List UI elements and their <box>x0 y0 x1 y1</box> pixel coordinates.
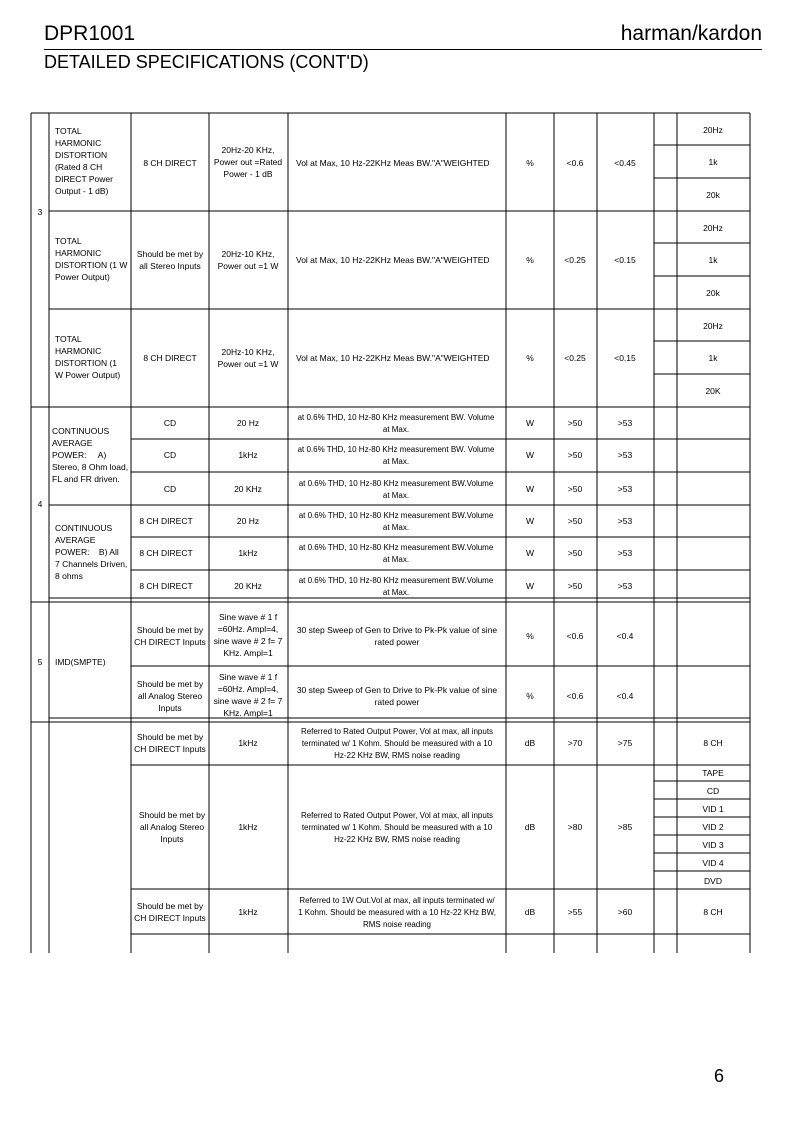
param-line: DISTORTION (1 W <box>55 260 128 270</box>
source-cell: CD <box>706 786 720 796</box>
input-cell: CD <box>163 484 177 494</box>
typ-cell: >85 <box>617 822 633 832</box>
typ-cell: <0.15 <box>614 353 636 363</box>
condition-line: sine wave # 2 f= 7 <box>213 636 283 646</box>
method-line: at 0.6% THD, 10 Hz-80 KHz measurement BW. Volume <box>297 413 495 422</box>
freq-cell: 20Hz <box>703 321 723 331</box>
unit-cell: W <box>525 581 535 591</box>
param-line: W Power Output) <box>55 370 121 380</box>
condition-cell: 20 KHz <box>234 484 262 494</box>
source-cell: VID 3 <box>702 840 724 850</box>
section-number: 3 <box>37 207 43 217</box>
condition-line: 20Hz-10 KHz, <box>221 249 275 259</box>
method-cell: Vol at Max, 10 Hz-22KHz Meas BW."A"WEIGHTED <box>296 353 490 363</box>
method-line: at Max. <box>382 457 410 466</box>
param-line: HARMONIC <box>55 346 102 356</box>
page-title: DETAILED SPECIFICATIONS (CONT'D) <box>44 52 369 72</box>
min-cell: <0.6 <box>566 691 584 701</box>
min-cell: <0.25 <box>564 353 586 363</box>
param-line: TOTAL <box>55 126 82 136</box>
method-line: at Max. <box>382 555 410 564</box>
unit-cell: % <box>526 255 534 265</box>
condition-line: 20Hz-20 KHz, <box>221 145 275 155</box>
param-line: DIRECT Power <box>55 174 113 184</box>
input-line: CH DIRECT Inputs <box>134 913 206 923</box>
input-line: Inputs <box>158 703 182 713</box>
method-line: at 0.6% THD, 10 Hz-80 KHz measurement BW.Volume <box>298 543 494 552</box>
param-line: DISTORTION <box>55 150 108 160</box>
unit-cell: dB <box>524 738 536 748</box>
freq-cell: 20K <box>705 386 721 396</box>
condition-line: Sine wave # 1 f <box>218 672 278 682</box>
unit-cell: W <box>525 548 535 558</box>
min-cell: >55 <box>567 907 583 917</box>
typ-cell: >53 <box>617 418 633 428</box>
unit-cell: % <box>526 158 534 168</box>
condition-cell: 1kHz <box>238 822 258 832</box>
input-cell: 8 CH DIRECT <box>139 581 193 591</box>
condition-cell: 1kHz <box>238 548 258 558</box>
source-cell: VID 1 <box>702 804 724 814</box>
method-line: 30 step Sweep of Gen to Drive to Pk-Pk value of sine <box>296 685 498 695</box>
unit-cell: W <box>525 418 535 428</box>
method-line: at Max. <box>382 425 410 434</box>
method-line: rated power <box>374 697 420 707</box>
document-model: DPR1001 <box>44 22 136 45</box>
unit-cell: W <box>525 516 535 526</box>
typ-cell: >53 <box>617 516 633 526</box>
typ-cell: >53 <box>617 548 633 558</box>
input-cell: CD <box>163 418 177 428</box>
method-line: at Max. <box>382 491 410 500</box>
brand-name: harman/kardon <box>620 22 762 45</box>
condition-cell: 1kHz <box>238 450 258 460</box>
param-cell: IMD(SMPTE) <box>55 657 106 667</box>
condition-line: sine wave # 2 f= 7 <box>213 696 283 706</box>
freq-cell: 20k <box>706 190 720 200</box>
typ-cell: <0.45 <box>614 158 636 168</box>
condition-line: KHz. Ampl=1 <box>223 648 273 658</box>
condition-cell: 20 Hz <box>236 516 260 526</box>
input-line: Should be met by <box>136 625 204 635</box>
condition-line: =60Hz. Ampl=4, <box>217 624 279 634</box>
typ-cell: <0.4 <box>616 631 634 641</box>
input-cell: CD <box>163 450 177 460</box>
min-cell: >70 <box>567 738 583 748</box>
param-line: Power Output) <box>55 272 110 282</box>
condition-cell: 20 KHz <box>234 581 262 591</box>
source-cell: 8 CH <box>703 907 723 917</box>
method-line: Referred to 1W Out.Vol at max, all inputs terminated w/ <box>299 896 495 905</box>
method-line: RMS noise reading <box>362 920 432 929</box>
param-line: Stereo, 8 Ohm load, <box>52 462 129 472</box>
condition-line: Power - 1 dB <box>223 169 273 179</box>
input-line: Should be met by <box>138 810 206 820</box>
unit-cell: dB <box>524 907 536 917</box>
min-cell: >50 <box>567 484 583 494</box>
input-line: CH DIRECT Inputs <box>134 637 206 647</box>
method-line: 30 step Sweep of Gen to Drive to Pk-Pk value of sine <box>296 625 498 635</box>
min-cell: >50 <box>567 581 583 591</box>
input-line: Should be met by <box>136 679 204 689</box>
method-line: Referred to Rated Output Power, Vol at max, all inputs <box>300 727 494 736</box>
method-line: at Max. <box>382 588 410 597</box>
condition-cell: 1kHz <box>238 907 258 917</box>
method-line: at 0.6% THD, 10 Hz-80 KHz measurement BW.Volume <box>298 511 494 520</box>
condition-line: Power out =1 W <box>217 261 279 271</box>
input-line: all Stereo Inputs <box>139 261 201 271</box>
input-line: Should be met by <box>136 249 204 259</box>
method-line: Hz-22 KHz BW, RMS noise reading <box>334 835 460 844</box>
unit-cell: % <box>526 691 534 701</box>
condition-line: Sine wave # 1 f <box>218 612 278 622</box>
unit-cell: W <box>525 450 535 460</box>
param-line: FL and FR driven. <box>52 474 120 484</box>
method-line: Referred to Rated Output Power, Vol at max, all inputs <box>300 811 494 820</box>
freq-cell: 1k <box>708 353 718 363</box>
param-line: AVERAGE <box>52 438 93 448</box>
method-line: at 0.6% THD, 10 Hz-80 KHz measurement BW. Volume <box>297 445 495 454</box>
method-cell: Vol at Max, 10 Hz-22KHz Meas BW."A"WEIGHTED <box>296 158 490 168</box>
input-cell: 8 CH DIRECT <box>143 353 197 363</box>
min-cell: <0.6 <box>566 158 584 168</box>
method-line: terminated w/ 1 Kohm. Should be measured with a 10 <box>301 739 493 748</box>
method-line: at Max. <box>382 523 410 532</box>
param-line: TOTAL <box>55 334 82 344</box>
condition-line: KHz. Ampl=1 <box>223 708 273 718</box>
param-line: AVERAGE <box>55 535 96 545</box>
unit-cell: W <box>525 484 535 494</box>
typ-cell: <0.4 <box>616 691 634 701</box>
source-cell: 8 CH <box>703 738 723 748</box>
input-line: all Analog Stereo <box>139 822 205 832</box>
source-cell: TAPE <box>702 768 724 778</box>
param-line: HARMONIC <box>55 138 102 148</box>
typ-cell: <0.15 <box>614 255 636 265</box>
typ-cell: >53 <box>617 450 633 460</box>
param-line: TOTAL <box>55 236 82 246</box>
min-cell: >50 <box>567 548 583 558</box>
min-cell: >50 <box>567 450 583 460</box>
freq-cell: 20k <box>706 288 720 298</box>
method-line: 1 Kohm. Should be measured with a 10 Hz-22 KHz BW, <box>298 908 496 917</box>
page-number: 6 <box>714 1066 725 1086</box>
param-line: (Rated 8 CH <box>55 162 103 172</box>
input-line: Inputs <box>160 834 184 844</box>
typ-cell: >60 <box>617 907 633 917</box>
param-line: 8 ohms <box>55 571 83 581</box>
input-line: CH DIRECT Inputs <box>134 744 206 754</box>
method-line: Hz-22 KHz BW, RMS noise reading <box>334 751 460 760</box>
param-line: POWER: B) All <box>55 547 119 557</box>
param-line: CONTINUOUS <box>52 426 110 436</box>
input-cell: 8 CH DIRECT <box>139 516 193 526</box>
condition-cell: 1kHz <box>238 738 258 748</box>
input-line: Should be met by <box>136 901 204 911</box>
method-line: at 0.6% THD, 10 Hz-80 KHz measurement BW.Volume <box>298 479 494 488</box>
condition-line: 20Hz-10 KHz, <box>221 347 275 357</box>
min-cell: >80 <box>567 822 583 832</box>
method-line: at 0.6% THD, 10 Hz-80 KHz measurement BW.Volume <box>298 576 494 585</box>
min-cell: >50 <box>567 516 583 526</box>
section-number: 5 <box>37 657 43 667</box>
condition-line: Power out =1 W <box>217 359 279 369</box>
unit-cell: % <box>526 631 534 641</box>
param-line: CONTINUOUS <box>55 523 113 533</box>
freq-cell: 20Hz <box>703 125 723 135</box>
input-cell: 8 CH DIRECT <box>143 158 197 168</box>
typ-cell: >53 <box>617 484 633 494</box>
freq-cell: 1k <box>708 255 718 265</box>
freq-cell: 20Hz <box>703 223 723 233</box>
freq-cell: 1k <box>708 157 718 167</box>
condition-line: =60Hz. Ampl=4, <box>217 684 279 694</box>
section-number: 4 <box>37 499 43 509</box>
source-cell: VID 2 <box>702 822 724 832</box>
param-line: HARMONIC <box>55 248 102 258</box>
method-line: terminated w/ 1 Kohm. Should be measured with a 10 <box>301 823 493 832</box>
unit-cell: % <box>526 353 534 363</box>
condition-cell: 20 Hz <box>236 418 260 428</box>
input-line: all Analog Stereo <box>137 691 203 701</box>
min-cell: <0.25 <box>564 255 586 265</box>
param-line: Output - 1 dB) <box>55 186 109 196</box>
source-cell: VID 4 <box>702 858 724 868</box>
input-cell: 8 CH DIRECT <box>139 548 193 558</box>
min-cell: <0.6 <box>566 631 584 641</box>
typ-cell: >75 <box>617 738 633 748</box>
input-line: Should be met by <box>136 732 204 742</box>
param-line: POWER: A) <box>52 450 107 460</box>
typ-cell: >53 <box>617 581 633 591</box>
param-line: DISTORTION (1 <box>55 358 118 368</box>
unit-cell: dB <box>524 822 536 832</box>
method-line: rated power <box>374 637 420 647</box>
param-line: 7 Channels Driven, <box>55 559 128 569</box>
method-cell: Vol at Max, 10 Hz-22KHz Meas BW."A"WEIGHTED <box>296 255 490 265</box>
source-cell: DVD <box>704 876 722 886</box>
table-text <box>38 125 724 929</box>
condition-line: Power out =Rated <box>213 157 283 167</box>
min-cell: >50 <box>567 418 583 428</box>
